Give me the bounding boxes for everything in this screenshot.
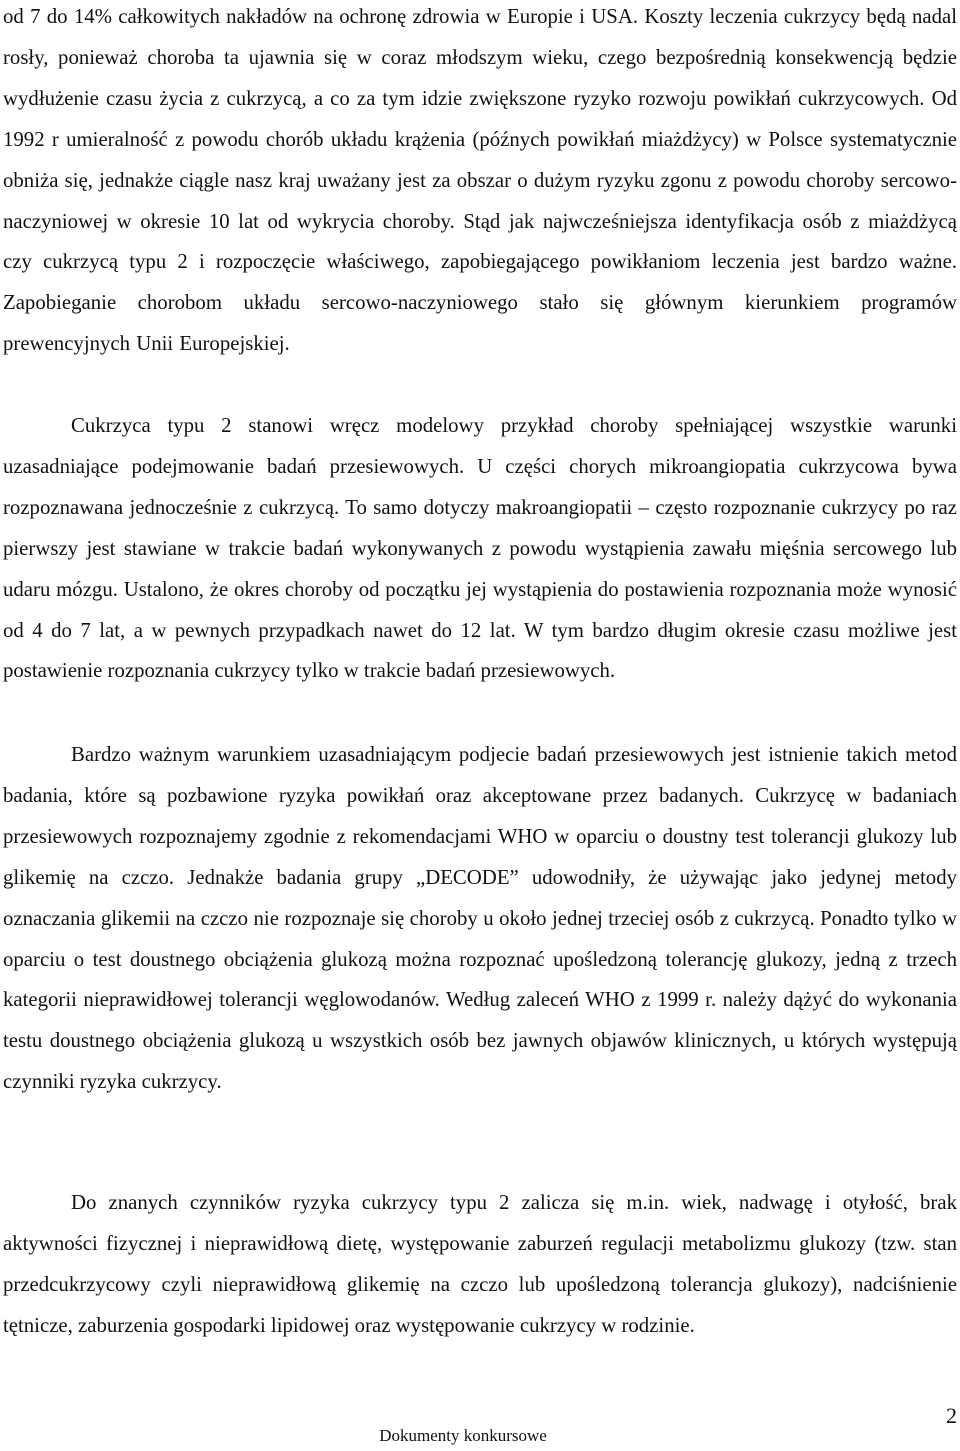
page-number: 2 xyxy=(946,1403,957,1428)
footer-label: Dokumenty konkursowe xyxy=(379,1426,547,1445)
paragraph-4: Do znanych czynników ryzyka cukrzycy typu 2 zalicza się m.in. wiek, nadwagę i otyłość, brak aktywności fizycznej i nieprawidłową dietę, występowanie zaburzeń regulacji metabolizmu glukozy (tzw. stan przedcukrzycowy czyli nieprawidłową glikemię na czczo lub upośledzoną tolerancja glukozy), nadciśnienie tętnicze, zaburzenia gospodarki lipidowej oraz występowanie cukrzycy w rodzinie. xyxy=(3,1191,957,1337)
paragraph-1: od 7 do 14% całkowitych nakładów na ochronę zdrowia w Europie i USA. Koszty leczenia cukrzycy będą nadal rosły, ponieważ choroba ta ujawnia się w coraz młodszym wieku, czego bezpośrednią konsekwencją będzie wydłużenie czasu życia z cukrzycą, a co za tym idzie zwiększone ryzyko rozwoju powikłań cukrzycowych. Od 1992 r umieralność z powodu chorób układu krążenia (późnych powikłań miażdżycy) w Polsce systematycznie obniża się, jednakże ciągle nasz kraj uważany jest za obszar o dużym ryzyku zgonu z powodu choroby sercowo-naczyniowej w okresie 10 lat od wykrycia choroby. Stąd jak najwcześniejsza identyfikacja osób z miażdżycą czy cukrzycą typu 2 i rozpoczęcie właściwego, zapobiegającego powikłaniom leczenia jest bardzo ważne. Zapobieganie chorobom układu sercowo-naczyniowego stało się głównym kierunkiem programów prewencyjnych Unii Europejskiej. xyxy=(3,5,957,356)
paragraph-2: Cukrzyca typu 2 stanowi wręcz modelowy przykład choroby spełniającej wszystkie warunki uzasadniające podejmowanie badań przesiewowych. U części chorych mikroangiopatia cukrzycowa bywa rozpoznawana jednocześnie z cukrzycą. To samo dotyczy makroangiopatii – często rozpoznanie cukrzycy po raz pierwszy jest stawiane w trakcie badań wykonywanych z powodu wystąpienia zawału mięśnia sercowego lub udaru mózgu. Ustalono, że okres choroby od początku jej wystąpienia do postawienia rozpoznania może wynosić od 4 do 7 lat, a w pewnych przypadkach nawet do 12 lat. W tym bardzo długim okresie czasu możliwe jest postawienie rozpoznania cukrzycy tylko w trakcie badań przesiewowych. xyxy=(3,414,957,683)
paragraph-3: Bardzo ważnym warunkiem uzasadniającym podjecie badań przesiewowych jest istnienie takich metod badania, które są pozbawione ryzyka powikłań oraz akceptowane przez badanych. Cukrzycę w badaniach przesiewowych rozpoznajemy zgodnie z rekomendacjami WHO w oparciu o doustny test tolerancji glukozy lub glikemię na czczo. Jednakże badania grupy „DECODE” udowodniły, że używając jako jedynej metody oznaczania glikemii na czczo nie rozpoznaje się choroby u około jednej trzeciej osób z cukrzycą. Ponadto tylko w oparciu o test doustnego obciążenia glukozą można rozpoznać upośledzoną tolerancję glukozy, jedną z trzech kategorii nieprawidłowej tolerancji węglowodanów. Według zaleceń WHO z 1999 r. należy dążyć do wykonania testu doustnego obciążenia glukozą u wszystkich osób bez jawnych objawów klinicznych, u których występują czynniki ryzyka cukrzycy. xyxy=(3,743,957,1094)
